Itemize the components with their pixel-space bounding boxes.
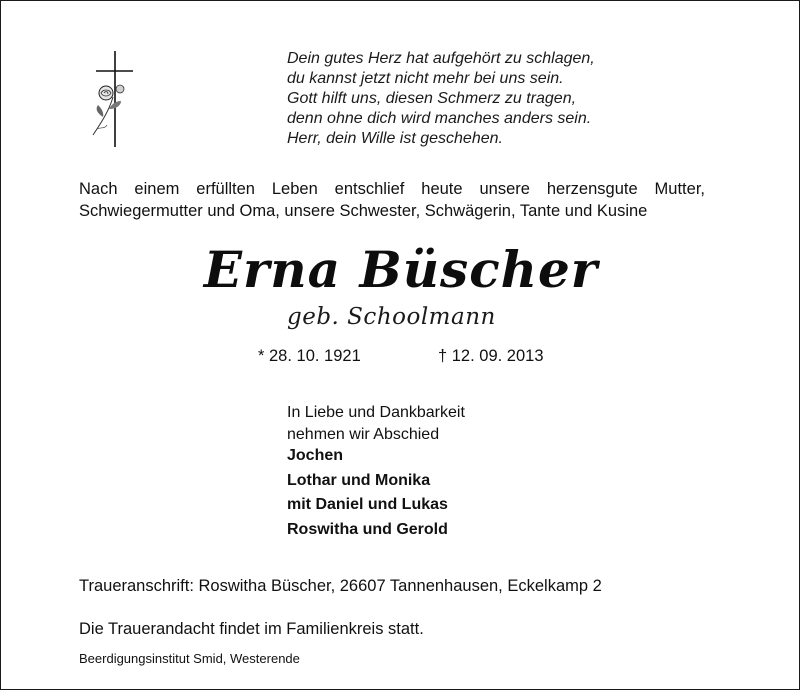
poem-line: Gott hilft uns, diesen Schmerz zu tragen,: [287, 90, 577, 107]
mourner-name: Roswitha und Gerold: [287, 520, 448, 538]
deceased-name: Erna Büscher: [203, 240, 599, 299]
death-date: † 12. 09. 2013: [438, 347, 544, 365]
service-note: Die Trauerandacht findet im Familienkreis statt.: [79, 620, 424, 638]
farewell-line: nehmen wir Abschied: [287, 426, 440, 443]
birth-date: * 28. 10. 1921: [258, 347, 361, 365]
mourners-list: [287, 444, 448, 542]
poem-line: denn ohne dich wird manches anders sein.: [287, 110, 592, 127]
cross-with-rose-icon: [89, 49, 139, 149]
intro-paragraph: [79, 178, 705, 222]
mourner-name: mit Daniel und Lukas: [287, 496, 448, 513]
memorial-poem: [287, 49, 707, 149]
maiden-name: geb. Schoolmann: [287, 304, 496, 330]
poem-line: du kannst jetzt nicht mehr bei uns sein.: [287, 70, 564, 87]
intro-line: Schwiegermutter und Oma, unsere Schwester, Schwägerin, Tante und Kusine: [79, 202, 648, 220]
poem-line: Dein gutes Herz hat aufgehört zu schlagen,: [287, 50, 595, 67]
funeral-home: Beerdigungsinstitut Smid, Westerende: [79, 651, 300, 666]
poem-line: Herr, dein Wille ist geschehen.: [287, 130, 503, 147]
intro-line: Nach einem erfüllten Leben entschlief heute unsere herzensgute Mutter,: [79, 180, 705, 198]
farewell-line: In Liebe und Dankbarkeit: [287, 404, 465, 421]
farewell-text: [287, 402, 465, 446]
mourning-address: Traueranschrift: Roswitha Büscher, 26607 Tannenhausen, Eckelkamp 2: [79, 577, 602, 595]
mourner-name: Jochen: [287, 447, 344, 464]
mourner-name: Lothar und Monika: [287, 471, 431, 489]
